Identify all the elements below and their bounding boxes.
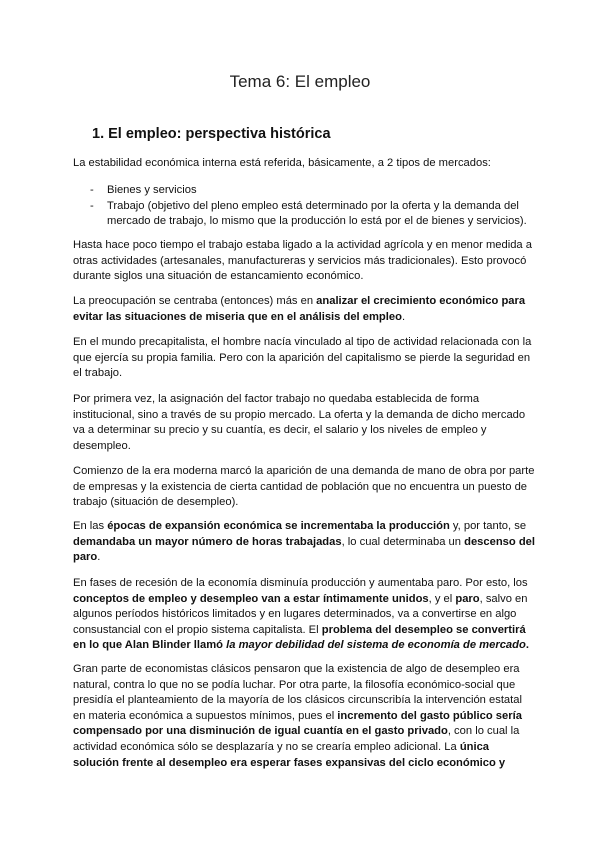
text-run: En fases de recesión de la economía disminuía producción y aumentaba paro. Por esto, los: [73, 577, 528, 589]
bold-text: única solución frente al desempleo era esperar fases expansivas del ciclo económico y: [73, 740, 506, 769]
section-heading: 1. El empleo: perspectiva histórica: [92, 126, 331, 142]
bold-text: problema del desempleo se convertirá en lo que Alan Blinder llamó: [73, 623, 526, 652]
list-item-text: Bienes y servicios: [107, 184, 197, 196]
text-run: .: [97, 551, 101, 564]
paragraph-intro: [73, 156, 535, 172]
text-run: , con lo cual la actividad económica sólo se desplazaría y no se crearía empleo adicional. La: [73, 725, 520, 753]
paragraph-text: Comienzo de la era moderna marcó la aparición de una demanda de mano de obra por parte de empresas y la existencia de cierta cantidad de población que no encuentra un puesto de trabajo (situación de desempleo).: [73, 465, 535, 509]
paragraph-recession: [73, 576, 535, 654]
market-list: [73, 183, 535, 230]
paragraph-labor-market: [73, 392, 535, 454]
paragraph-text: Por primera vez, la asignación del factor trabajo no quedaba establecida de forma institucional, sino a través de su propio mercado. La oferta y la demanda de dicho mercado va a determinar su precio y su cuantía, es decir, el salario y los niveles de empleo y desempleo.: [73, 393, 526, 452]
bold-text: épocas de expansión económica se incrementaba la producción: [107, 520, 450, 532]
text-run: , salvo en algunos períodos históricos limitados y en lugares determinados, va a convertirse en algo consustancial con el propio sistema capitalista. El: [73, 592, 528, 636]
bold-text: conceptos de empleo y desempleo van a estar íntimamente unidos: [73, 592, 429, 605]
text-run: y, por tanto, se: [449, 520, 527, 532]
list-item: [73, 199, 535, 230]
page-title: Tema 6: El empleo: [229, 72, 371, 91]
paragraph-expansion: [73, 519, 535, 566]
text-run: La preocupación se centraba (entonces) más en: [73, 295, 317, 307]
paragraph-text: La estabilidad económica interna está referida, básicamente, a 2 tipos de mercados:: [73, 157, 491, 169]
bold-text: paro: [455, 592, 480, 605]
bold-text: analizar el crecimiento económico para evitar las situaciones de miseria que en el análisis del empleo: [73, 295, 526, 323]
list-dash: -: [90, 199, 94, 212]
text-run: Gran parte de economistas clásicos pensaron que la existencia de algo de desempleo era natural, contra lo que no se podía luchar. Por otra parte, la filosofía económico-social que presidía el planteamiento de la mayoría de los clásicos circunscribía la intervención estatal en materia económica a supuestos mínimos, pues el: [73, 663, 522, 722]
bold-text: descenso del paro: [73, 535, 535, 564]
bold-text: .: [525, 639, 529, 652]
text-run: , y el: [428, 592, 456, 605]
text-run: , lo cual determinaba un: [341, 535, 465, 548]
paragraph-text: En el mundo precapitalista, el hombre nacía vinculado al tipo de actividad relacionada con la que ejercía su propia familia. Pero con la aparición del capitalismo se pierde la seguridad en el trabajo.: [73, 336, 532, 380]
paragraph-modern-era: [73, 464, 535, 511]
paragraph-text: Hasta hace poco tiempo el trabajo estaba ligado a la actividad agrícola y en menor medida a otras actividades (artesanales, manufactureras y servicios más tradicionales). Esto provocó durante siglos una situación de estancamiento económico.: [73, 239, 532, 283]
list-item: [73, 183, 535, 199]
bold-text: demandaba un mayor número de horas trabajadas: [73, 535, 342, 548]
text-run: .: [401, 310, 406, 323]
text-run: En las: [73, 520, 108, 532]
paragraph-agriculture: [73, 238, 535, 285]
paragraph-classical-economists: [73, 662, 535, 771]
paragraph-precapitalist: [73, 335, 535, 382]
bold-italic-text: la mayor debilidad del sistema de economía de mercado: [226, 639, 526, 652]
bold-text: incremento del gasto público sería compensado por una disminución de igual cuantía en el gasto privado: [73, 709, 522, 738]
list-item-text: Trabajo (objetivo del pleno empleo está determinado por la oferta y la demanda del mercado de trabajo, lo mismo que la producción lo está por el de bienes y servicios).: [107, 199, 527, 228]
list-dash: -: [90, 184, 94, 196]
paragraph-preoccupation: [73, 294, 535, 325]
